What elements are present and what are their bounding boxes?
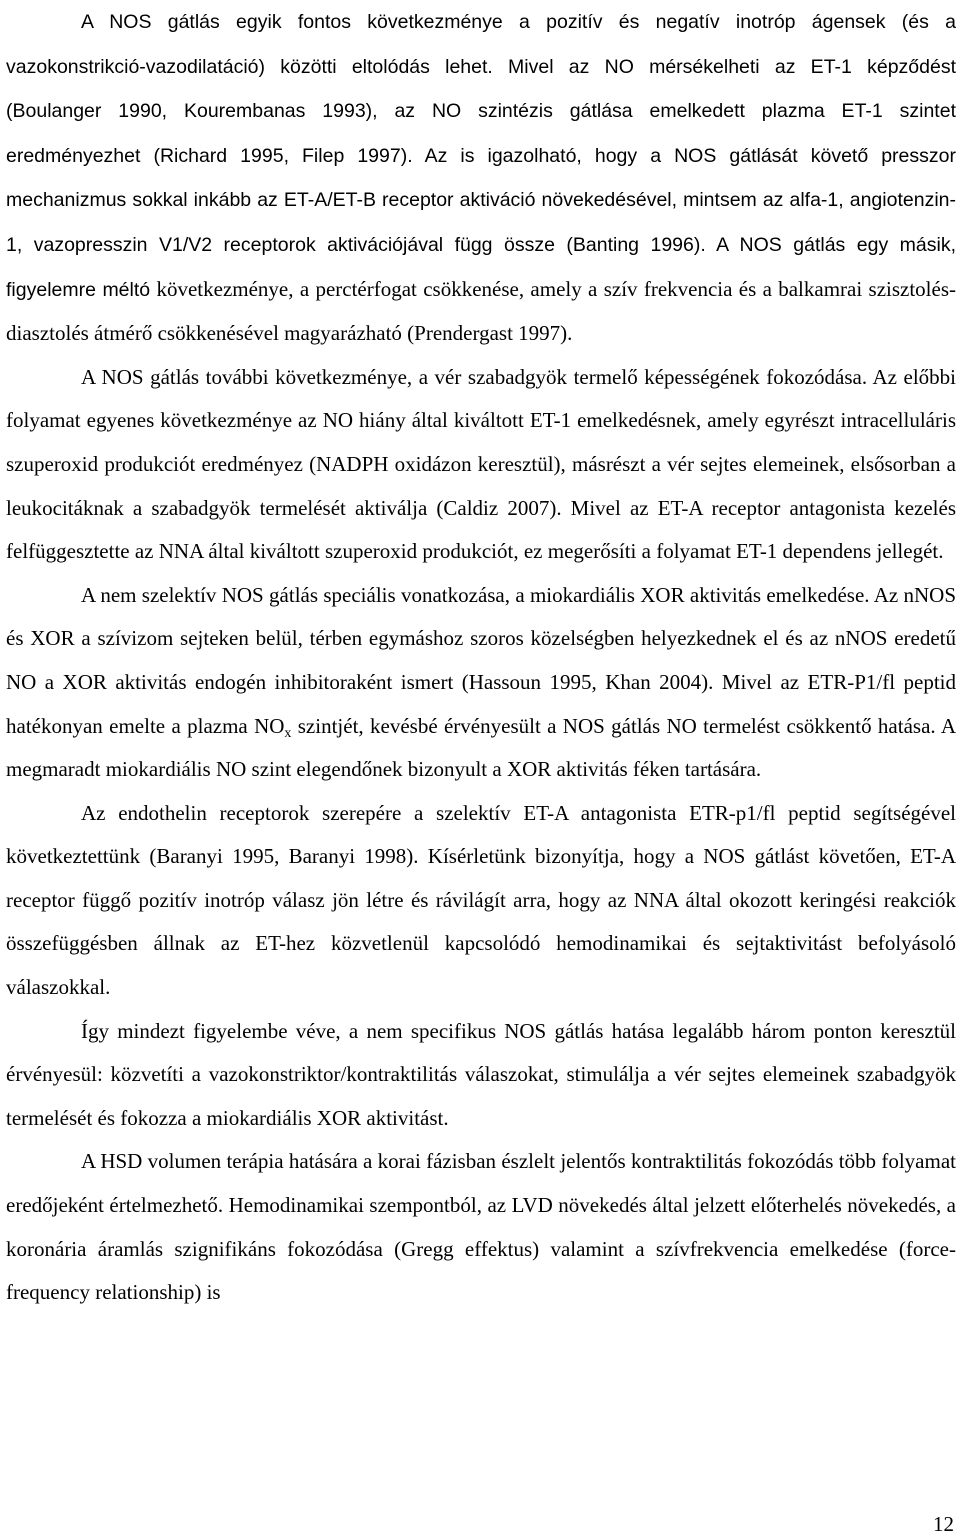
subscript: x (284, 725, 292, 741)
paragraph-free-radical: A NOS gátlás további következménye, a vér szabadgyök termelő képességének fokozódása. Az előbbi folyamat egyenes következménye az NO hiány által kiváltott ET-1 emelkedésnek, amely egyrészt intracelluláris szuperoxid produkciót eredményez (NADPH oxidázon keresztül), másrészt a vér sejtes elemeinek, elsősorban a leukocitáknak a szabadgyök termelését aktiválja (Caldiz 2007). Mivel az ET-A receptor antagonista kezelés felfüggesztette az NNA által kiváltott szuperoxid produkciót, ez megerősíti a folyamat ET-1 dependens jellegét. (6, 364, 956, 564)
document-page (6, 0, 956, 1315)
paragraph-nos-inhibition-effects (6, 0, 956, 356)
paragraph-text-sans: A NOS gátlás egyik fontos következménye a pozitív és negatív inotróp ágensek (és a vazokonstrikció-vazodilatáció) közötti eltolódás lehet. Mivel az NO mérsékelheti az ET-1 képződést (Boulanger 1990, Kourembanas 1993), az NO szintézis gátlása emelkedett plazma ET-1 szintet eredményezhet (Richard 1995, Filep 1997). Az is igazolható, hogy a NOS gátlását követő presszor mechanizmus sokkal inkább az ET-A/ET-B receptor aktiváció növekedésével, mintsem az alfa-1, angiotenzin-1, vazopresszin V1/V2 receptorok aktivációjával függ össze (Banting 1996). A NOS gátlás egy másik, figyelemre méltó (6, 11, 956, 301)
paragraph-text: szintjét, kevésbé érvényesült a NOS gátlás NO termelést csökkentő hatása. A megmaradt miokardiális NO szint elegendőnek bizonyult a XOR aktivitás féken tartására. (6, 713, 956, 782)
paragraph-xor-activity (6, 574, 956, 792)
paragraph-hsd-therapy: A HSD volumen terápia hatására a korai fázisban észlelt jelentős kontraktilitás fokozódás több folyamat eredőjeként értelmezhető. Hemodinamikai szempontból, az LVD növekedés által jelzett előterhelés növekedés, a koronária áramlás szignifikáns fokozódása (Gregg effektus) valamint a szívfrekvencia emelkedése (force-frequency relationship) is (6, 1149, 956, 1305)
paragraph-endothelin-receptors: Az endothelin receptorok szerepére a szelektív ET-A antagonista ETR-p1/fl peptid segítségével következtettünk (Baranyi 1995, Baranyi 1998). Kísérletünk bizonyítja, hogy a NOS gátlást követően, ET-A receptor függő pozitív inotróp válasz jön létre és rávilágít arra, hogy az NNA által okozott keringési reakciók összefüggésben állnak az ET-hez közvetlenül kapcsolódó hemodinamikai és sejtaktivitást befolyásoló válaszokkal. (6, 800, 956, 1000)
paragraph-text-serif: következménye, a perctérfogat csökkenése, amely a szív frekvencia és a balkamrai szisztolés-diasztolés átmérő csökkenésével magyarázható (Prendergast 1997). (6, 276, 957, 346)
page-number: 12 (933, 1512, 954, 1536)
paragraph-summary: Így mindezt figyelembe véve, a nem specifikus NOS gátlás hatása legalább három ponton keresztül érvényesül: közvetíti a vazokonstriktor/kontraktilitás válaszokat, stimulálja a vér sejtes elemeinek szabadgyök termelését és fokozza a miokardiális XOR aktivitást. (6, 1018, 956, 1130)
paragraph-text: A nem szelektív NOS gátlás speciális vonatkozása, a miokardiális XOR aktivitás emelkedése. Az nNOS és XOR a szívizom sejteken belül, térben egymáshoz szoros közelségben helyezkednek el és az nNOS eredetű NO a XOR aktivitás endogén inhibitoraként ismert (Hassoun 1995, Khan 2004). Mivel az ETR-P1/fl peptid hatékonyan emelte a plazma NO (6, 582, 956, 738)
